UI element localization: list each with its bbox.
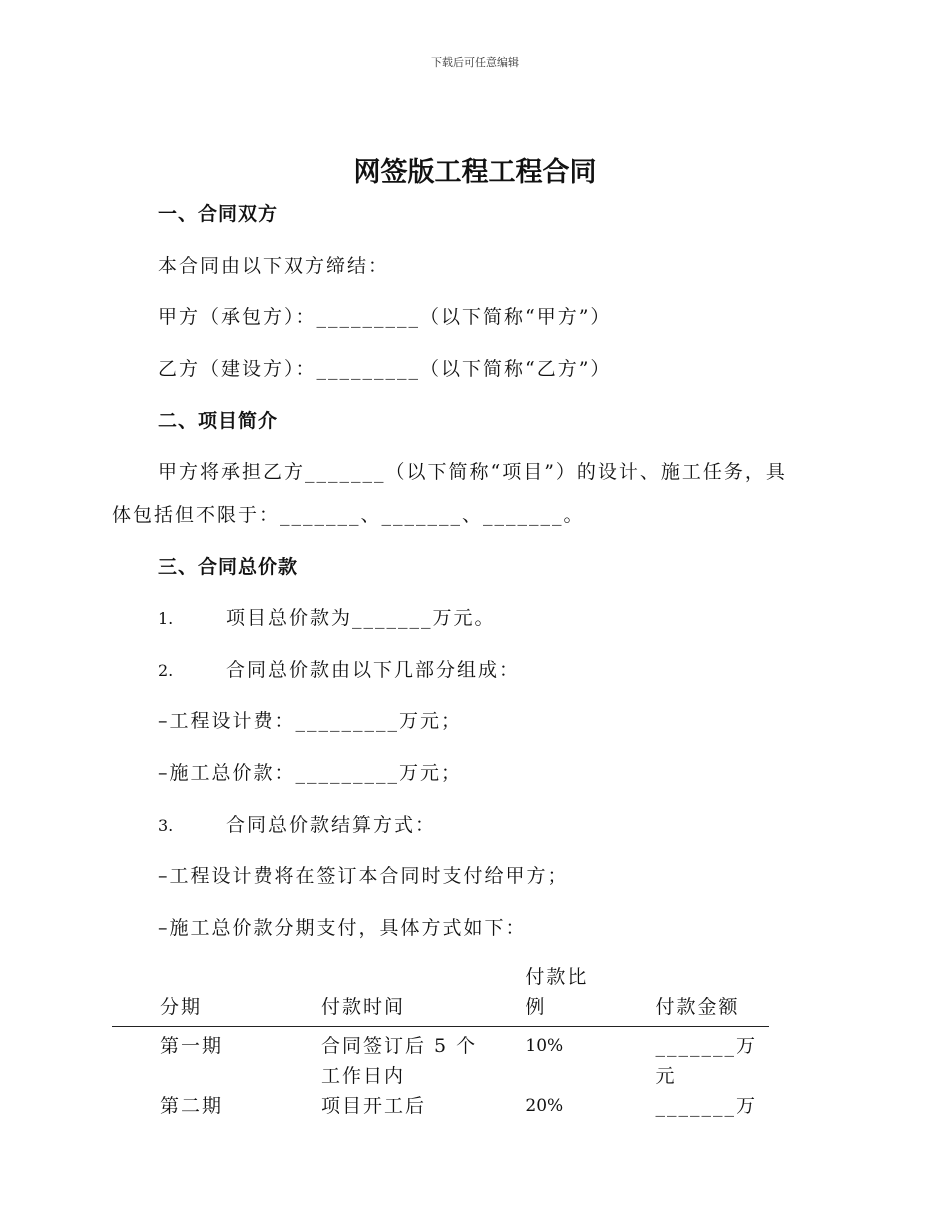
cell-phase: 第二期 [160, 1095, 224, 1117]
item-1 [158, 603, 496, 630]
header-amount: 付款金额 [655, 996, 740, 1018]
construction-fee-line: –施工总价款：_________万元； [158, 762, 463, 784]
header-ratio [525, 962, 655, 1027]
section-3-heading: 三、合同总价款 [158, 556, 299, 578]
header-ratio-line-1: 付款比 [525, 966, 589, 988]
cell-time-line-2: 工作日内 [321, 1065, 406, 1087]
cell-time [321, 1027, 525, 1092]
item-3-text: 合同总价款结算方式： [226, 814, 437, 836]
cell-amount-line-2: 元 [655, 1065, 677, 1087]
item-2 [158, 655, 520, 682]
item-1-number: 1. [158, 609, 174, 628]
item-3-number: 3. [158, 816, 174, 835]
header-ratio-line-2: 例 [525, 996, 547, 1018]
cell-amount-line-1: _______万 [655, 1035, 758, 1057]
item-3 [158, 810, 436, 837]
cell-time-line-1: 合同签订后 5 个 [321, 1035, 478, 1057]
section-2-line-1: 甲方将承担乙方_______（以下简称“项目”）的设计、施工任务，具 [158, 461, 787, 483]
settlement-line-2: –施工总价款分期支付，具体方式如下： [158, 917, 527, 939]
section-1-intro: 本合同由以下双方缔结： [158, 255, 390, 277]
table-row [112, 1091, 769, 1121]
page-title: 网签版工程工程合同 [353, 157, 597, 188]
cell-amount [656, 1027, 770, 1092]
settlement-line-1: –工程设计费将在签订本合同时支付给甲方； [158, 865, 569, 887]
payment-table [112, 962, 769, 1121]
design-fee-line: –工程设计费：_________万元； [158, 710, 463, 732]
table-header-row [112, 962, 769, 1027]
header-time: 付款时间 [321, 996, 406, 1018]
item-2-number: 2. [158, 661, 174, 680]
header-phase: 分期 [160, 996, 203, 1018]
item-2-text: 合同总价款由以下几部分组成： [226, 659, 521, 681]
table-row [112, 1027, 769, 1092]
item-1-text: 项目总价款为_______万元。 [226, 607, 496, 629]
section-2-heading: 二、项目简介 [158, 410, 279, 432]
section-2-line-2: 体包括但不限于：_______、_______、_______。 [112, 504, 585, 526]
cell-ratio: 10% [525, 1036, 564, 1056]
section-1-heading: 一、合同双方 [158, 203, 279, 225]
cell-ratio: 20% [525, 1096, 564, 1116]
cell-time: 项目开工后 [321, 1095, 427, 1117]
header-note: 下载后可任意编辑 [431, 56, 519, 69]
party-b-line: 乙方（建设方）：_________（以下简称“乙方”） [158, 358, 612, 380]
cell-amount: _______万 [655, 1095, 758, 1117]
party-a-line: 甲方（承包方）：_________（以下简称“甲方”） [158, 306, 612, 328]
cell-phase: 第一期 [160, 1035, 224, 1057]
